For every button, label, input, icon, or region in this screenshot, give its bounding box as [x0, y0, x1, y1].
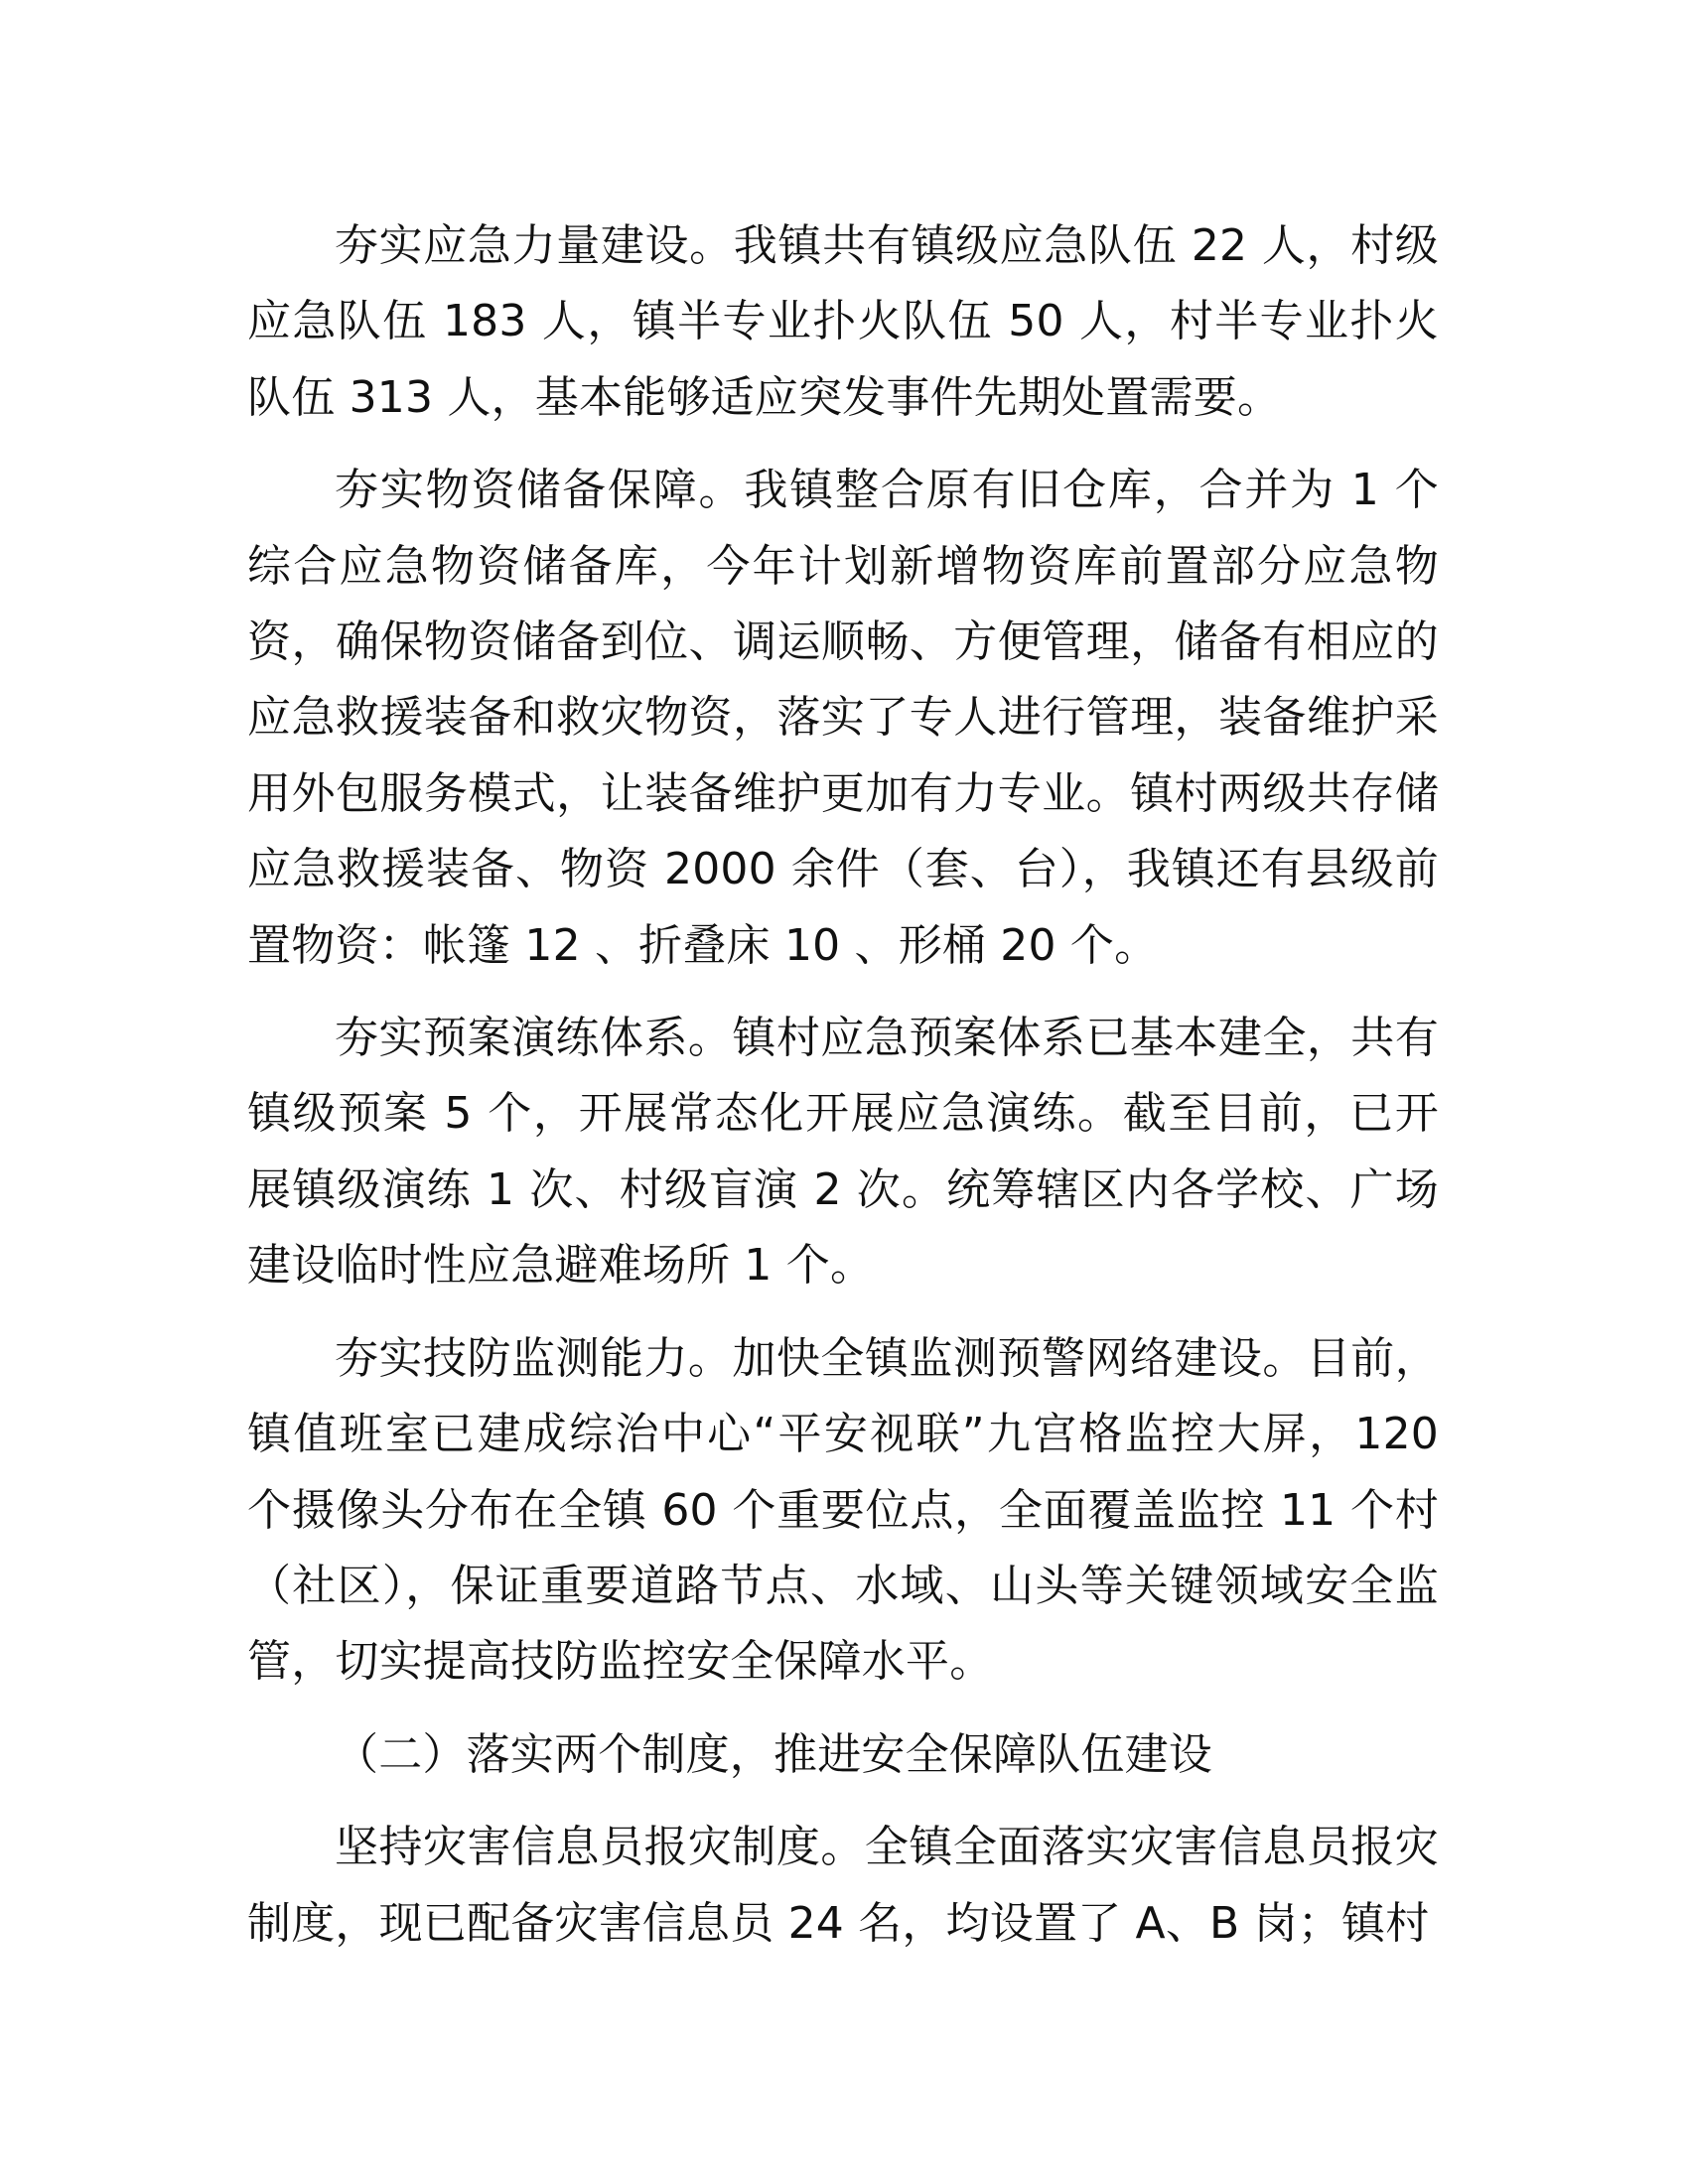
section-heading: （二）落实两个制度，推进安全保障队伍建设 [335, 1728, 1212, 1780]
paragraph-material-reserves: 夯实物资储备保障。我镇整合原有旧仓库，合并为 1 个综合应急物资储备库，今年计划新增物资库前置部分应急物资，确保物资储备到位、调运顺畅、方便管理，储备有相应的应急救援装备和救灾物资，落实了专人进行管理，装备维护采用外包服务模式，让装备维护更加有力专业。镇村两级共存储应急救援装备、物资 2000 余件（套、台），我镇还有县级前置物资：帐篷 12 、折叠床 10 、形桶 20 个。 [247, 465, 1439, 971]
paragraph-monitoring-capability: 夯实技防监测能力。加快全镇监测预警网络建设。目前，镇值班室已建成综治中心“平安视联”九宫格监控大屏，120 个摄像头分布在全镇 60 个重要位点，全面覆盖监控 11 个村（社区），保证重要道路节点、水域、山头等关键领域安全监管，切实提高技防监控安全保障水平。 [247, 1332, 1439, 1688]
paragraph-disaster-reporting: 坚持灾害信息员报灾制度。全镇全面落实灾害信息员报灾制度，现已配备灾害信息员 24 名，均设置了 A、B 岗；镇村 [247, 1822, 1439, 1949]
document-body [247, 208, 1439, 1979]
paragraph-plan-drills: 夯实预案演练体系。镇村应急预案体系已基本建全，共有镇级预案 5 个，开展常态化开展应急演练。截至目前，已开展镇级演练 1 次、村级盲演 2 次。统筹辖区内各学校、广场建设临时性应急避难场所 1 个。 [247, 1013, 1439, 1292]
paragraph-emergency-forces: 夯实应急力量建设。我镇共有镇级应急队伍 22 人，村级应急队伍 183 人，镇半专业扑火队伍 50 人，村半专业扑火队伍 313 人，基本能够适应突发事件先期处置需要。 [247, 220, 1439, 423]
